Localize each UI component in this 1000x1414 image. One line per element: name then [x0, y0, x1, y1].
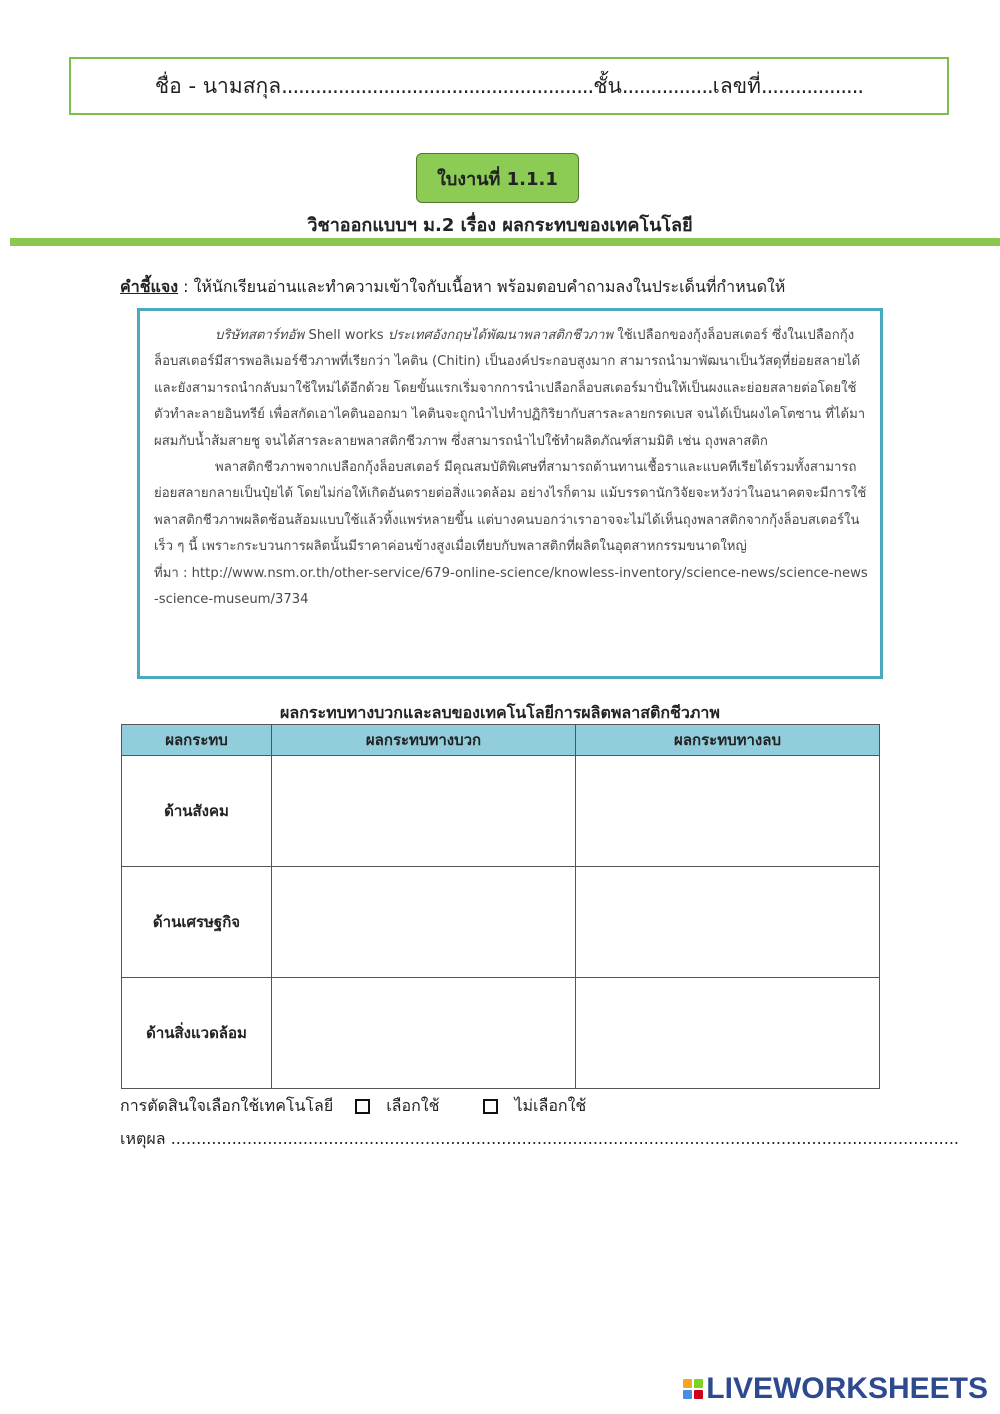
passage-company-name: Shell works — [304, 328, 388, 343]
logo-square — [683, 1379, 692, 1388]
subject-title: วิชาออกแบบฯ ม.2 เรื่อง ผลกระทบของเทคโนโลยี — [307, 215, 693, 236]
passage-source: ที่มา : http://www.nsm.or.th/other-service/679-online-science/knowless-inventory/science-news/science-news-science-museum/3734 — [154, 565, 868, 608]
class-label: ชั้น — [593, 73, 622, 98]
passage-italic-company: บริษัทสตาร์ทอัพ — [215, 328, 305, 343]
reason-line — [120, 1127, 960, 1152]
student-info-box — [69, 57, 949, 115]
liveworksheets-logo — [683, 1372, 988, 1406]
passage-paragraph-2: พลาสติกชีวภาพจากเปลือกกุ้งล็อบสเตอร์ มีคุณสมบัติพิเศษที่สามารถต้านทานเชื้อราและแบคทีเรียได้รวมทั้งสามารถย่อยสลายกลายเป็นปุ๋ยได้ โดยไม่ก่อให้เกิดอันตรายต่อสิ่งแวดล้อม อย่างไรก็ตาม แม้บรรดานักวิจัยจะหวังว่าในอนาคตจะมีการใช้พลาสติกชีวภาพผลิตช้อนส้อมแบบใช้แล้วทิ้งแพร่หลายขึ้น แต่บางคนบอกว่าเราอาจจะไม่ได้เห็นถุงพลาสติกจากกุ้งล็อบสเตอร์ในเร็ว ๆ นี้ เพราะกระบวนการผลิตนั้นมีราคาค่อนข้างสูงเมื่อเทียบกับพลาสติกที่ผลิตในอุตสาหกรรมขนาดใหญ่ — [154, 460, 867, 555]
decision-label: การตัดสินใจเลือกใช้เทคโนโลยี — [120, 1096, 334, 1115]
row-label-environment: ด้านสิ่งแวดล้อม — [122, 978, 272, 1089]
decision-line — [120, 1094, 586, 1119]
table-row — [122, 867, 880, 978]
header-negative: ผลกระทบทางลบ — [576, 725, 880, 756]
divider-bar — [10, 238, 1000, 246]
reason-label: เหตุผล — [120, 1129, 166, 1148]
logo-square — [683, 1390, 692, 1399]
header-impact: ผลกระทบ — [122, 725, 272, 756]
number-label: เลขที่ — [712, 73, 761, 98]
answer-environment-positive[interactable] — [272, 978, 576, 1089]
answer-economic-positive[interactable] — [272, 867, 576, 978]
logo-text: LIVEWORKSHEETS — [706, 1372, 988, 1405]
name-label: ชื่อ - นามสกุล — [154, 73, 282, 98]
worksheet-badge: ใบงานที่ 1.1.1 — [416, 153, 579, 203]
logo-square — [694, 1390, 703, 1399]
not-use-checkbox[interactable] — [483, 1099, 498, 1114]
name-field[interactable]: ....................................................... — [281, 74, 594, 98]
passage-p1-text: ใช้เปลือกของกุ้งล็อบสเตอร์ ซึ่งในเปลือกกุ้งล็อบสเตอร์มีสารพอลิเมอร์ชีวภาพที่เรียกว่า ไคติน (Chitin) เป็นองค์ประกอบสูงมาก สามารถนำมาพัฒนาเป็นวัสดุที่ย่อยสลายได้และยังสามารถนำกลับมาใช้ใหม่ได้อีกด้วย โดยขั้นแรกเริ่มจากการนำเปลือกล็อบสเตอร์มาปั่นให้เป็นผงและย่อยสลายต่อโดยใช้ตัวทำละลายอินทรีย์ เพื่อสกัดเอาไคตินออกมา ไคตินจะถูกนำไปทำปฏิกิริยากับสารละลายกรดเบส จนได้เป็นผงไคโตซาน ที่ได้มาผสมกับน้ำส้มสายชู จนได้สารละลายพลาสติกชีวภาพ ซึ่งสามารถนำไปใช้ทำผลิตภัณฑ์สามมิติ เช่น ถุงพลาสติก — [154, 328, 866, 449]
use-label: เลือกใช้ — [386, 1096, 440, 1115]
impact-table — [121, 724, 880, 1089]
row-label-social: ด้านสังคม — [122, 756, 272, 867]
answer-environment-negative[interactable] — [576, 978, 880, 1089]
answer-social-negative[interactable] — [576, 756, 880, 867]
logo-icon — [683, 1379, 703, 1399]
instructions-label: คำชี้แจง — [120, 277, 179, 296]
table-header-row — [122, 725, 880, 756]
logo-square — [694, 1379, 703, 1388]
use-checkbox[interactable] — [355, 1099, 370, 1114]
answer-economic-negative[interactable] — [576, 867, 880, 978]
number-field[interactable]: .................. — [760, 74, 864, 98]
class-field[interactable]: ................ — [621, 74, 713, 98]
answer-social-positive[interactable] — [272, 756, 576, 867]
table-row — [122, 756, 880, 867]
table-row — [122, 978, 880, 1089]
passage-italic-country: ประเทศอังกฤษได้พัฒนาพลาสติกชีวภาพ — [387, 328, 614, 343]
passage-paragraph-1 — [154, 323, 868, 455]
instructions-text: : ให้นักเรียนอ่านและทำความเข้าใจกับเนื้อหา พร้อมตอบคำถามลงในประเด็นที่กำหนดให้ — [178, 277, 786, 296]
header-positive: ผลกระทบทางบวก — [272, 725, 576, 756]
table-title: ผลกระทบทางบวกและลบของเทคโนโลยีการผลิตพลาสติกชีวภาพ — [280, 703, 720, 722]
not-use-label: ไม่เลือกใช้ — [514, 1096, 587, 1115]
row-label-economic: ด้านเศรษฐกิจ — [122, 867, 272, 978]
reason-field[interactable]: ........................................................................................................................................................... — [170, 1129, 960, 1148]
reading-passage — [137, 308, 883, 679]
instructions — [120, 275, 785, 300]
